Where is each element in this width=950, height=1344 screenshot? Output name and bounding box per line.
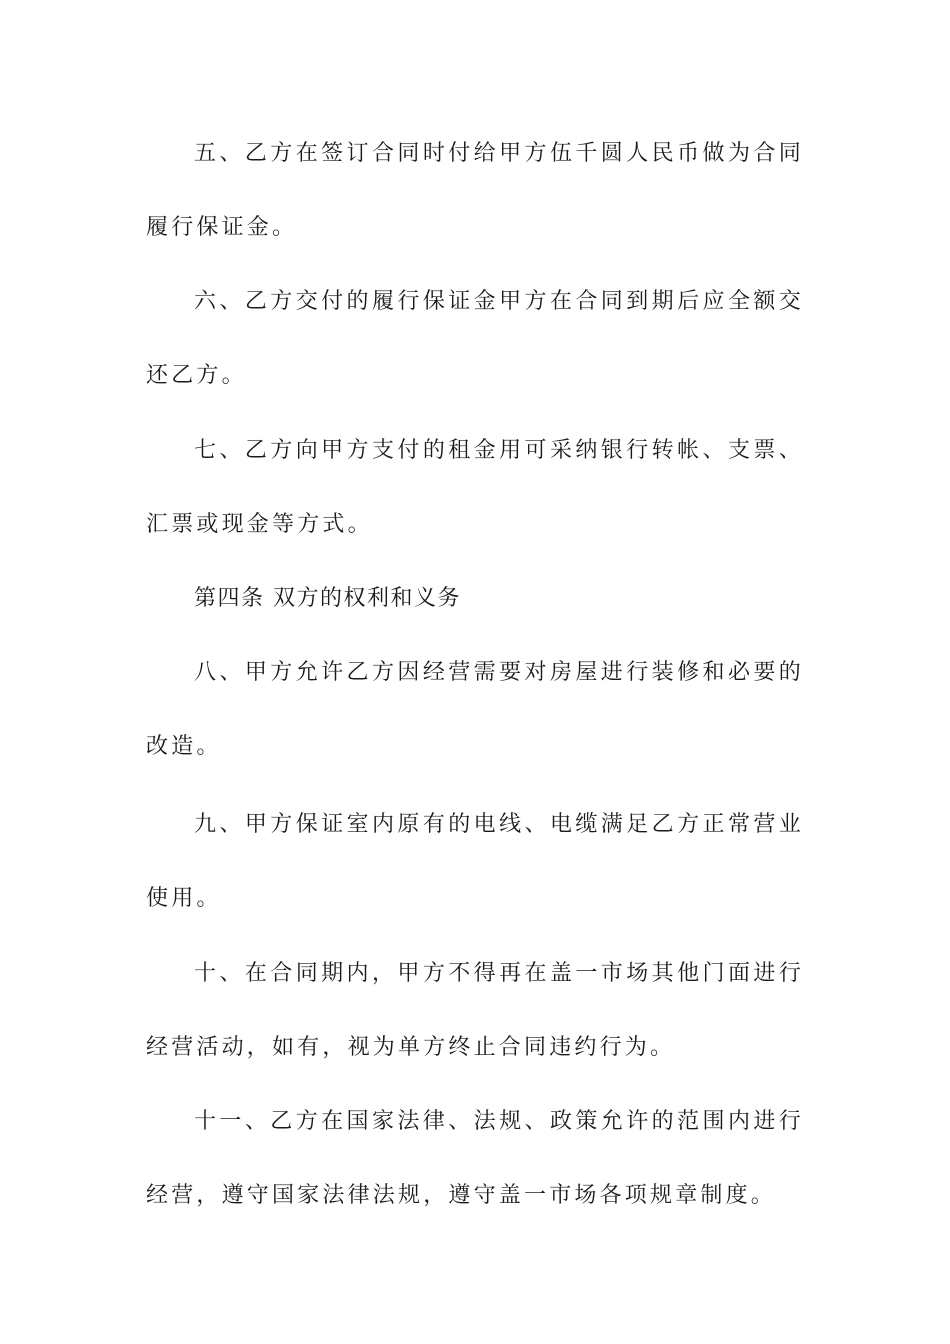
clause-eleven: 十一、乙方在国家法律、法规、政策允许的范围内进行经营，遵守国家法律法规，遵守盖一市场各项规章制度。	[146, 1109, 804, 1208]
clause-six: 六、乙方交付的履行保证金甲方在合同到期后应全额交还乙方。	[146, 289, 804, 388]
clause-ten: 十、在合同期内，甲方不得再在盖一市场其他门面进行经营活动，如有，视为单方终止合同违约行为。	[146, 961, 804, 1060]
clause-nine: 九、甲方保证室内原有的电线、电缆满足乙方正常营业使用。	[146, 812, 804, 911]
clause-seven: 七、乙方向甲方支付的租金用可采纳银行转帐、支票、汇票或现金等方式。	[146, 438, 804, 537]
article-four-heading: 第四条 双方的权利和义务	[194, 586, 461, 611]
clause-eight: 八、甲方允许乙方因经营需要对房屋进行装修和必要的改造。	[146, 660, 804, 759]
clause-five: 五、乙方在签订合同时付给甲方伍千圆人民币做为合同履行保证金。	[146, 141, 804, 240]
